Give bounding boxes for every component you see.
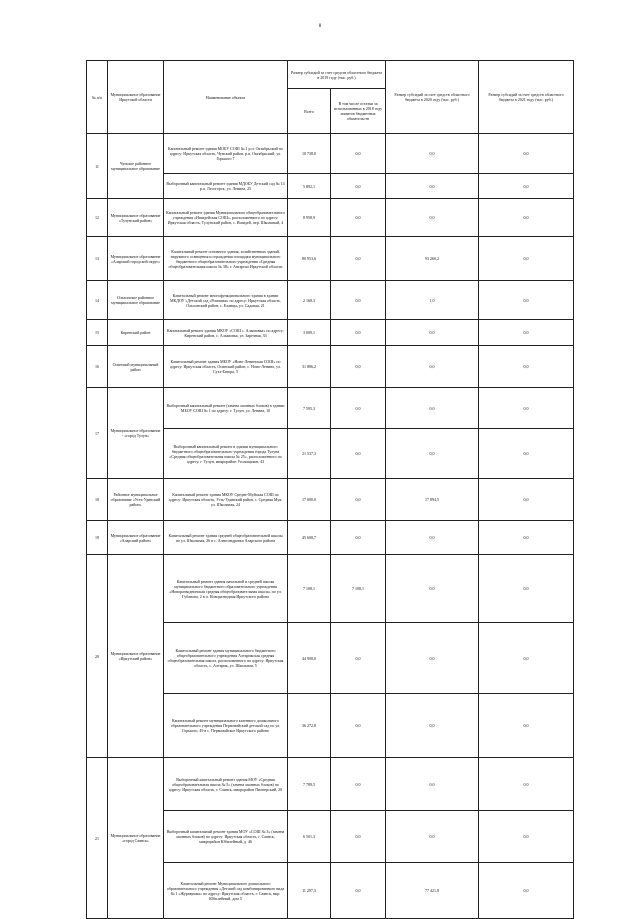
total-2019-cell: 10 738,0 bbox=[288, 134, 331, 174]
total-2019-cell: 31 886,2 bbox=[288, 346, 331, 388]
object-cell: Капитальный ремонт здания муниципального бюджетного общеобразовательного учреждения Алтарикская средняя общеобразовательная школа, расположенного по адресу: Иркутская область, с. Алтарик, ул. Школьная, 5 bbox=[164, 623, 288, 694]
header-2019-total: Всего bbox=[288, 89, 331, 134]
row-number: 21 bbox=[87, 758, 108, 919]
subsidy-2020-cell: 0,0 bbox=[386, 623, 479, 694]
row-number: 17 bbox=[87, 388, 108, 479]
table-row bbox=[87, 388, 574, 429]
object-cell: Выборочный капитальный ремонт здания МОУ «Средняя общеобразовательная школа № 5» (замена оконных блоков) по адресу: Иркутская область, г. Саянск, микрорайон Пионерский, 20 bbox=[164, 758, 288, 811]
incl-2019-cell: 0,0 bbox=[331, 863, 386, 919]
subsidy-2021-cell: 0,0 bbox=[479, 811, 574, 863]
incl-2019-cell: 0,0 bbox=[331, 320, 386, 346]
total-2019-cell: 7 789,5 bbox=[288, 758, 331, 811]
total-2019-cell: 45 600,7 bbox=[288, 521, 331, 555]
subsidy-2020-cell: 0,0 bbox=[386, 694, 479, 758]
row-number: 11 bbox=[87, 134, 108, 199]
table-row bbox=[87, 555, 574, 623]
subsidy-2021-cell: 0,0 bbox=[479, 346, 574, 388]
object-cell: Капитальный ремонт Муниципального дошкольного образовательного учреждения «Детский сад комбинированного вида № 1 «Журавушка» по адресу: Иркутская область, г. Саянск, мкр. Юбилейный, дом 5 bbox=[164, 863, 288, 919]
table-body bbox=[87, 134, 574, 919]
incl-2019-cell: 0,0 bbox=[331, 388, 386, 429]
subsidy-2021-cell: 0,0 bbox=[479, 694, 574, 758]
incl-2019-cell: 0,0 bbox=[331, 346, 386, 388]
total-2019-cell: 44 900,0 bbox=[288, 623, 331, 694]
incl-2019-cell: 0,0 bbox=[331, 623, 386, 694]
incl-2019-cell: 0,0 bbox=[331, 281, 386, 320]
subsidy-2020-cell: 17 894,5 bbox=[386, 479, 479, 521]
subsidy-2021-cell: 0,0 bbox=[479, 623, 574, 694]
header-no: № п/п bbox=[87, 61, 108, 134]
municipality-cell: Чунское районное муниципальное образование bbox=[108, 134, 164, 199]
incl-2019-cell: 0,0 bbox=[331, 429, 386, 479]
subsidy-2020-cell: 0,0 bbox=[386, 199, 479, 237]
subsidy-2020-cell: 0,0 bbox=[386, 320, 479, 346]
subsidies-table bbox=[86, 60, 574, 919]
object-cell: Капитальный ремонт здания МБОУ «Ново-Ленинская СОШ» по адресу: Иркутская область, Осинский район, с. Ново-Ленино, ул. Сухэ-Батора, 5 bbox=[164, 346, 288, 388]
total-2019-cell: 3 009,1 bbox=[288, 320, 331, 346]
subsidy-2020-cell: 1,0 bbox=[386, 281, 479, 320]
row-number: 19 bbox=[87, 521, 108, 555]
subsidy-2021-cell: 0,0 bbox=[479, 758, 574, 811]
municipality-cell: Киренский район bbox=[108, 320, 164, 346]
incl-2019-cell: 0,0 bbox=[331, 134, 386, 174]
row-number: 20 bbox=[87, 555, 108, 758]
subsidy-2021-cell: 0,0 bbox=[479, 320, 574, 346]
object-cell: Выборочный капитальный ремонт (замена оконных блоков) в здании МБОУ СОШ № 1 по адресу: г. Тулун, ул. Ленина, 10 bbox=[164, 388, 288, 429]
incl-2019-cell: 0,0 bbox=[331, 479, 386, 521]
subsidy-2021-cell: 0,0 bbox=[479, 388, 574, 429]
header-municipality: Муниципальное образование Иркутской области bbox=[108, 61, 164, 134]
subsidy-2021-cell: 0,0 bbox=[479, 863, 574, 919]
table-row bbox=[87, 237, 574, 281]
object-cell: Выборочный капитальный ремонт здания МДОБУ Детский сад № 14 р.п. Лесогорск, ул. Ленина, 25 bbox=[164, 174, 288, 199]
total-2019-cell: 2 168,3 bbox=[288, 281, 331, 320]
subsidy-2020-cell: 77 421,8 bbox=[386, 863, 479, 919]
object-cell: Капитальный ремонт здания Муниципального общеобразовательного учреждения «Ишидейская СОШ», расположенного по адресу: Иркутская область, Тулунский район, с. Ишидей, пер. Школьный, 4 bbox=[164, 199, 288, 237]
subsidy-2020-cell: 0,0 bbox=[386, 346, 479, 388]
subsidy-2020-cell: 0,0 bbox=[386, 134, 479, 174]
subsidy-2021-cell: 0,0 bbox=[479, 237, 574, 281]
total-2019-cell: 11 297,3 bbox=[288, 863, 331, 919]
header-2021: Размер субсидий за счет средств областного бюджета в 2021 году (тыс. руб.) bbox=[479, 61, 574, 134]
table-row bbox=[87, 320, 574, 346]
incl-2019-cell: 0,0 bbox=[331, 521, 386, 555]
object-cell: Капитальный ремонт здания МКОУ «СОШ с. Алымовка» по адресу: Киренский район, с. Алымовка, ул. Заречная, 33 bbox=[164, 320, 288, 346]
incl-2019-cell: 0,0 bbox=[331, 758, 386, 811]
table-row bbox=[87, 281, 574, 320]
object-cell: Капитальный ремонт здания средней общеобразовательной школы по ул. Школьная, 26 в с. Александровка Аларского района bbox=[164, 521, 288, 555]
table-row bbox=[87, 521, 574, 555]
municipality-cell: Муниципальное образование «Аларский район» bbox=[108, 521, 164, 555]
header-2019-incl: В том числе остатки за использованных в 2018 году лимитов бюджетных обязательств bbox=[331, 89, 386, 134]
subsidy-2021-cell: 0,0 bbox=[479, 429, 574, 479]
subsidy-2021-cell: 0,0 bbox=[479, 479, 574, 521]
table-row bbox=[87, 199, 574, 237]
subsidy-2021-cell: 0,0 bbox=[479, 134, 574, 174]
object-cell: Выборочный капитальный ремонт здания МОУ «СОШ № 3» (замена оконных блоков) по адресу: Иркутская область, г. Саянск, микрорайон Юбилейный, д. 46 bbox=[164, 811, 288, 863]
object-cell: Капитальный ремонт здания начальной и средней школы муниципального бюджетного образовательного учреждения «Новоразводнинская средняя общеобразовательная школа» по ул. Губанова, 2 в п. Новоразводная Иркутского района bbox=[164, 555, 288, 623]
header-2020: Размер субсидий за счет средств областного бюджета в 2020 году (тыс. руб.) bbox=[386, 61, 479, 134]
table-row bbox=[87, 134, 574, 174]
total-2019-cell: 36 272,8 bbox=[288, 694, 331, 758]
total-2019-cell: 7 595,3 bbox=[288, 388, 331, 429]
subsidy-2021-cell: 0,0 bbox=[479, 174, 574, 199]
subsidy-2021-cell: 0,0 bbox=[479, 521, 574, 555]
total-2019-cell: 6 501,3 bbox=[288, 811, 331, 863]
municipality-cell: Муниципальное образование «Аларский городской округ» bbox=[108, 237, 164, 281]
header-object: Наименование объекта bbox=[164, 61, 288, 134]
object-cell: Выборочный капитальный ремонт в здании муниципального бюджетного общеобразовательного учреждения города Тулуна «Средняя общеобразовательная школа № 25», расположенного по адресу: г. Тулун, микрорайон Угольщиков, 43 bbox=[164, 429, 288, 479]
subsidy-2021-cell: 0,0 bbox=[479, 555, 574, 623]
total-2019-cell: 17 000,0 bbox=[288, 479, 331, 521]
incl-2019-cell: 7 108,1 bbox=[331, 555, 386, 623]
object-cell: Капитальный ремонт здания МОБУ СОШ № 1 р.п. Октябрьский по адресу: Иркутская область, Чунский район, р.п. Октябрьский, ул. Горького 7 bbox=[164, 134, 288, 174]
page-number: 8 bbox=[318, 24, 322, 29]
table-row bbox=[87, 479, 574, 521]
subsidy-2020-cell: 0,0 bbox=[386, 555, 479, 623]
row-number: 15 bbox=[87, 320, 108, 346]
total-2019-cell: 5 892,1 bbox=[288, 174, 331, 199]
subsidy-2020-cell: 0,0 bbox=[386, 174, 479, 199]
subsidy-2020-cell: 0,0 bbox=[386, 811, 479, 863]
municipality-cell: Муниципальное образование «Тулунский район» bbox=[108, 199, 164, 237]
municipality-cell: Ольхонское районное муниципальное образование bbox=[108, 281, 164, 320]
row-number: 14 bbox=[87, 281, 108, 320]
total-2019-cell: 7 108,1 bbox=[288, 555, 331, 623]
object-cell: Капитальный ремонт основного здания, хозяйственных зданий, наружного освещения и ограждения площадки муниципального бюджетного общеобразовательного учреждения «Средняя общеобразовательная школа № 38» г. Ангарска Иркутской области bbox=[164, 237, 288, 281]
incl-2019-cell: 0,0 bbox=[331, 199, 386, 237]
municipality-cell: Муниципальное образование «Иркутский район» bbox=[108, 555, 164, 758]
subsidy-2021-cell: 0,0 bbox=[479, 281, 574, 320]
object-cell: Капитальный ремонт здания МКОУ Средне-Муйская СОШ по адресу: Иркутская область, Усть-Удинский район, с. Средняя Муя, ул. Школьная, 24 bbox=[164, 479, 288, 521]
table-row bbox=[87, 346, 574, 388]
total-2019-cell: 21 537,3 bbox=[288, 429, 331, 479]
object-cell: Капитальный ремонт многофункционального здания в здании МКДОУ «Детский сад «Ромашка» по адресу: Иркутская область, Ольхонский район, с. Еланцы, ул. Садовая, 21 bbox=[164, 281, 288, 320]
row-number: 18 bbox=[87, 479, 108, 521]
municipality-cell: Районное муниципальное образование «Усть-Удинский район» bbox=[108, 479, 164, 521]
row-number: 13 bbox=[87, 237, 108, 281]
municipality-cell: Осинский муниципальный район bbox=[108, 346, 164, 388]
municipality-cell: Муниципальное образование - «город Тулун» bbox=[108, 388, 164, 479]
subsidy-2020-cell: 0,0 bbox=[386, 758, 479, 811]
subsidy-2020-cell: 93 260,2 bbox=[386, 237, 479, 281]
total-2019-cell: 8 958,9 bbox=[288, 199, 331, 237]
incl-2019-cell: 0,0 bbox=[331, 237, 386, 281]
incl-2019-cell: 0,0 bbox=[331, 811, 386, 863]
object-cell: Капитальный ремонт муниципального казенного дошкольного образовательного учреждения Первомайский детский сад по ул. Горького, 49 в с. Первомайское Иркутского района bbox=[164, 694, 288, 758]
subsidy-2021-cell: 0,0 bbox=[479, 199, 574, 237]
table-row bbox=[87, 758, 574, 811]
incl-2019-cell: 0,0 bbox=[331, 174, 386, 199]
municipality-cell: Муниципальное образование «город Саянск» bbox=[108, 758, 164, 919]
incl-2019-cell: 0,0 bbox=[331, 694, 386, 758]
subsidy-2020-cell: 0,0 bbox=[386, 521, 479, 555]
subsidy-2020-cell: 0,0 bbox=[386, 429, 479, 479]
row-number: 12 bbox=[87, 199, 108, 237]
total-2019-cell: 80 953,6 bbox=[288, 237, 331, 281]
row-number: 16 bbox=[87, 346, 108, 388]
subsidy-2020-cell: 0,0 bbox=[386, 388, 479, 429]
header-2019-group: Размер субсидий за счет средств областного бюджета в 2019 году (тыс. руб.) bbox=[288, 61, 386, 89]
